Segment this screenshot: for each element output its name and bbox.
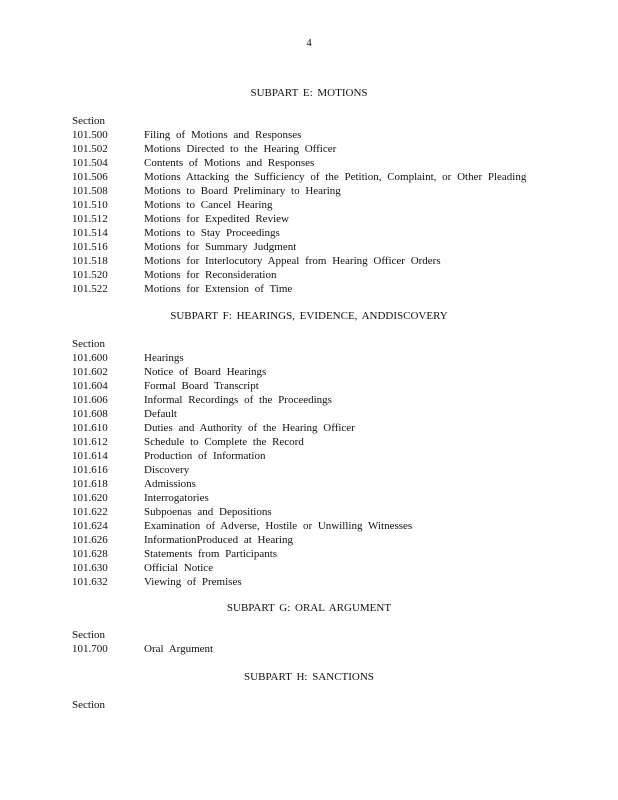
section-title: Motions to Stay Proceedings bbox=[144, 227, 280, 239]
subpart-f-title: SUBPART F: HEARINGS, EVIDENCE, ANDDISCOVERY bbox=[170, 310, 448, 322]
section-number: 101.508 bbox=[72, 185, 108, 197]
section-title: Filing of Motions and Responses bbox=[144, 129, 302, 141]
section-number: 101.628 bbox=[72, 548, 108, 560]
section-number: 101.632 bbox=[72, 576, 108, 588]
section-number: 101.512 bbox=[72, 213, 108, 225]
toc-row bbox=[72, 282, 572, 296]
toc-row bbox=[72, 268, 572, 282]
section-number: 101.612 bbox=[72, 436, 108, 448]
section-label: Section bbox=[72, 115, 105, 127]
section-title: Informal Recordings of the Proceedings bbox=[144, 394, 332, 406]
section-title: Motions for Reconsideration bbox=[144, 269, 277, 281]
toc-row bbox=[72, 519, 572, 533]
section-title: Viewing of Premises bbox=[144, 576, 242, 588]
subpart-e-title: SUBPART E: MOTIONS bbox=[250, 87, 368, 99]
section-number: 101.522 bbox=[72, 283, 108, 295]
section-number: 101.624 bbox=[72, 520, 108, 532]
toc-row bbox=[72, 365, 572, 379]
section-number: 101.514 bbox=[72, 227, 108, 239]
section-number: 101.620 bbox=[72, 492, 108, 504]
section-title: Motions Attacking the Sufficiency of the Petition, Complaint, or Other Pleading bbox=[144, 171, 527, 183]
toc-row bbox=[72, 407, 572, 421]
section-number: 101.610 bbox=[72, 422, 108, 434]
toc-row bbox=[72, 435, 572, 449]
subpart-g-contents bbox=[72, 628, 572, 656]
section-number: 101.700 bbox=[72, 643, 108, 655]
section-number: 101.626 bbox=[72, 534, 108, 546]
toc-row bbox=[72, 170, 572, 184]
section-title: Discovery bbox=[144, 464, 190, 476]
toc-row bbox=[72, 379, 572, 393]
section-title: Motions for Extension of Time bbox=[144, 283, 293, 295]
toc-row bbox=[72, 463, 572, 477]
section-number: 101.520 bbox=[72, 269, 108, 281]
subpart-h-contents bbox=[72, 698, 572, 712]
toc-row bbox=[72, 198, 572, 212]
toc-row bbox=[72, 184, 572, 198]
section-title: Production of Information bbox=[144, 450, 266, 462]
toc-row bbox=[72, 212, 572, 226]
section-number: 101.600 bbox=[72, 352, 108, 364]
toc-row bbox=[72, 156, 572, 170]
section-title: Subpoenas and Depositions bbox=[144, 506, 272, 518]
section-title: Oral Argument bbox=[144, 643, 214, 655]
toc-row bbox=[72, 449, 572, 463]
section-title: Motions to Board Preliminary to Hearing bbox=[144, 185, 341, 197]
page-number: 4 bbox=[306, 37, 312, 49]
section-number: 101.614 bbox=[72, 450, 108, 462]
section-title: Formal Board Transcript bbox=[144, 380, 259, 392]
section-title: Notice of Board Hearings bbox=[144, 366, 267, 378]
section-title: Motions Directed to the Hearing Officer bbox=[144, 143, 337, 155]
section-title: Official Notice bbox=[144, 562, 214, 574]
toc-row bbox=[72, 561, 572, 575]
toc-row bbox=[72, 547, 572, 561]
section-title: Motions for Expedited Review bbox=[144, 213, 289, 225]
section-title: Examination of Adverse, Hostile or Unwilling Witnesses bbox=[144, 520, 413, 532]
section-number: 101.504 bbox=[72, 157, 108, 169]
section-title: Contents of Motions and Responses bbox=[144, 157, 315, 169]
section-number: 101.500 bbox=[72, 129, 108, 141]
toc-row bbox=[72, 477, 572, 491]
toc-row bbox=[72, 642, 572, 656]
section-title: Duties and Authority of the Hearing Officer bbox=[144, 422, 355, 434]
section-title: Statements from Participants bbox=[144, 548, 278, 560]
toc-row bbox=[72, 226, 572, 240]
section-number: 101.608 bbox=[72, 408, 108, 420]
section-title: Schedule to Complete the Record bbox=[144, 436, 304, 448]
section-label: Section bbox=[72, 699, 105, 711]
toc-row bbox=[72, 393, 572, 407]
section-title: Motions to Cancel Hearing bbox=[144, 199, 273, 211]
section-number: 101.502 bbox=[72, 143, 108, 155]
subpart-g-title: SUBPART G: ORAL ARGUMENT bbox=[226, 602, 392, 614]
toc-row bbox=[72, 351, 572, 365]
section-number: 101.506 bbox=[72, 171, 108, 183]
section-title: Motions for Interlocutory Appeal from Hearing Officer Orders bbox=[144, 255, 441, 267]
section-title: InformationProduced at Hearing bbox=[144, 534, 293, 546]
section-title: Admissions bbox=[144, 478, 196, 490]
subpart-h-title: SUBPART H: SANCTIONS bbox=[244, 671, 374, 683]
toc-row bbox=[72, 421, 572, 435]
section-number: 101.510 bbox=[72, 199, 108, 211]
toc-row bbox=[72, 240, 572, 254]
section-title: Interrogatories bbox=[144, 492, 209, 504]
section-title: Default bbox=[144, 408, 177, 420]
section-label: Section bbox=[72, 338, 105, 350]
toc-row bbox=[72, 128, 572, 142]
toc-row bbox=[72, 533, 572, 547]
section-number: 101.602 bbox=[72, 366, 108, 378]
subpart-f-contents bbox=[72, 337, 572, 589]
section-number: 101.516 bbox=[72, 241, 108, 253]
section-number: 101.518 bbox=[72, 255, 108, 267]
toc-row bbox=[72, 142, 572, 156]
section-label: Section bbox=[72, 629, 105, 641]
section-number: 101.606 bbox=[72, 394, 108, 406]
subpart-e-contents bbox=[72, 114, 572, 296]
toc-row bbox=[72, 491, 572, 505]
toc-row bbox=[72, 254, 572, 268]
toc-row bbox=[72, 505, 572, 519]
section-number: 101.604 bbox=[72, 380, 108, 392]
toc-row bbox=[72, 575, 572, 589]
section-number: 101.616 bbox=[72, 464, 108, 476]
section-number: 101.618 bbox=[72, 478, 108, 490]
section-title: Motions for Summary Judgment bbox=[144, 241, 297, 253]
section-number: 101.630 bbox=[72, 562, 108, 574]
section-number: 101.622 bbox=[72, 506, 108, 518]
section-title: Hearings bbox=[144, 352, 184, 364]
